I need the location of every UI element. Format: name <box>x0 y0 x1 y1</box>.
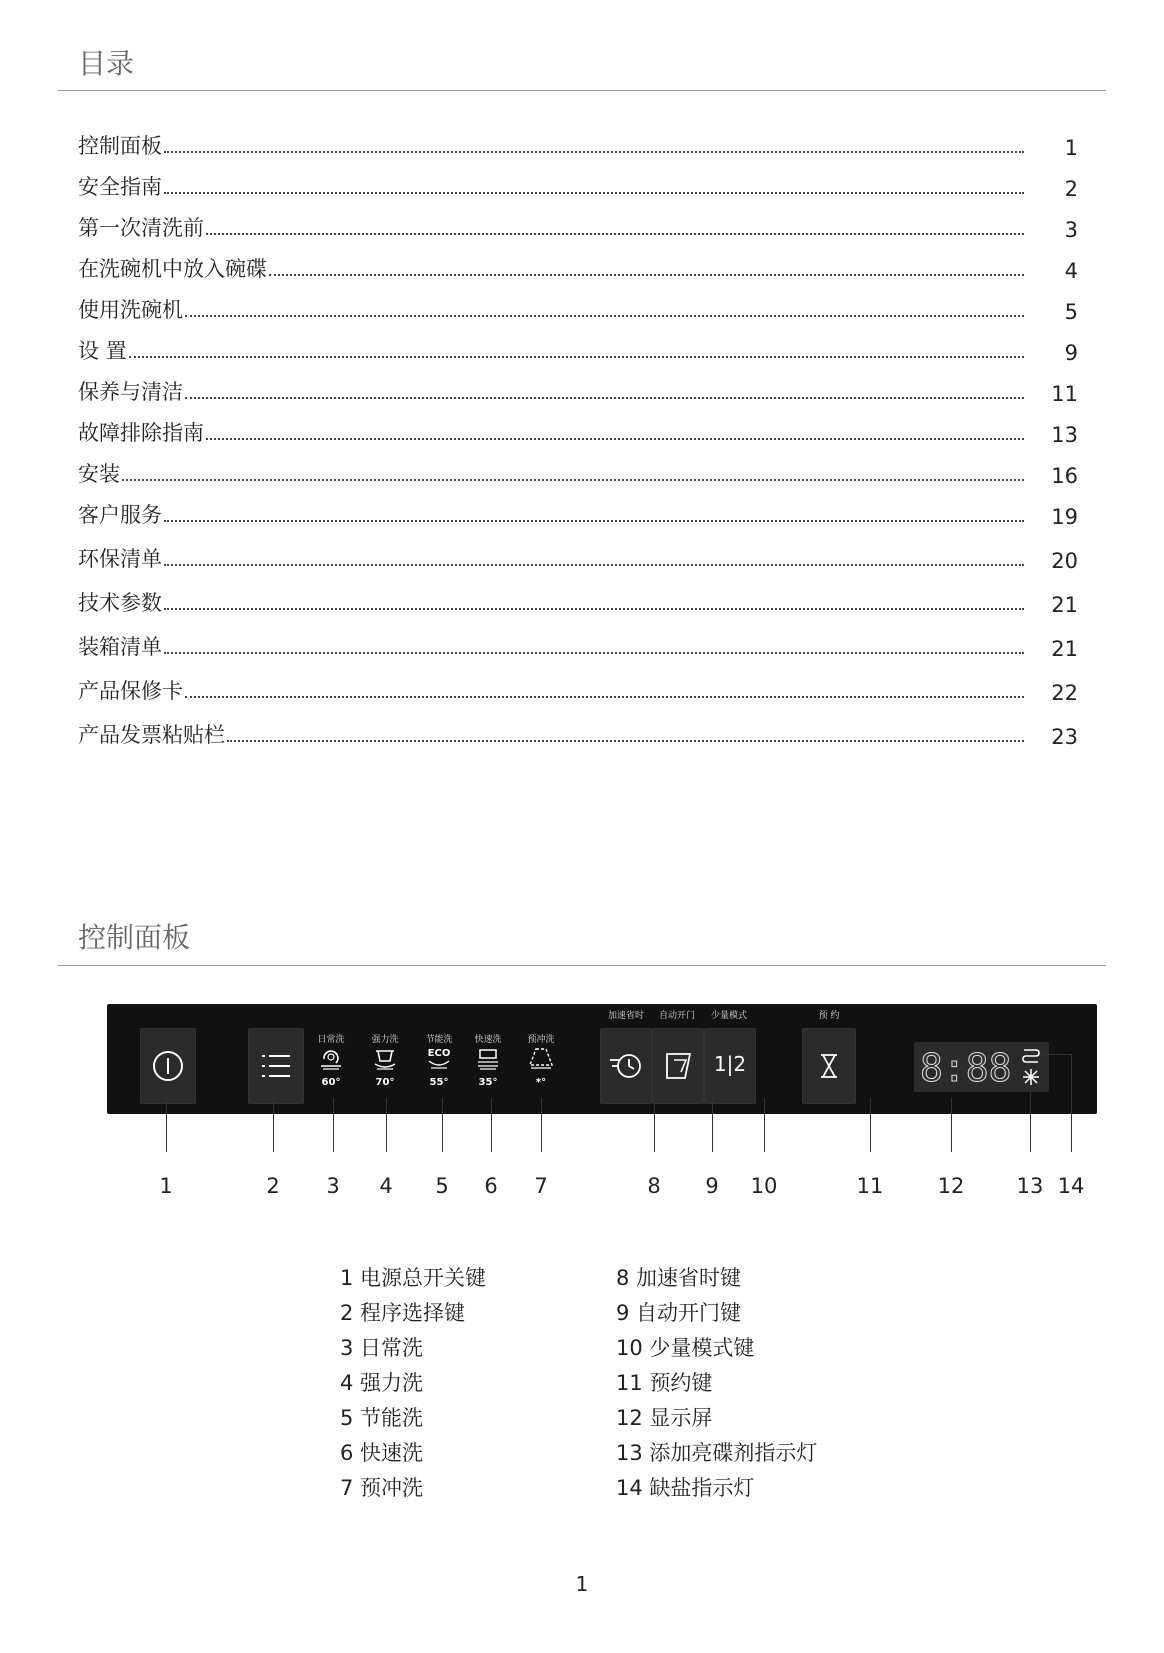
toc-entry-title: 产品保修卡 <box>78 679 183 703</box>
delay-button <box>802 1028 856 1104</box>
svg-text:ECO: ECO <box>427 1048 451 1059</box>
program-daily <box>309 1032 353 1088</box>
callout-line <box>1043 1054 1071 1055</box>
half-load-button <box>704 1028 756 1104</box>
callout-number: 3 <box>326 1174 340 1198</box>
legend-item: 13 添加亮碟剂指示灯 <box>616 1441 818 1465</box>
toc-leader-dots <box>164 564 1024 566</box>
callout-line <box>870 1098 871 1152</box>
callout-number: 10 <box>750 1174 778 1198</box>
legend-item: 14 缺盐指示灯 <box>616 1476 755 1500</box>
prewash-icon <box>526 1045 556 1071</box>
callout-line <box>273 1098 274 1152</box>
legend-item: 4 强力洗 <box>340 1371 424 1395</box>
callout-number: 4 <box>379 1174 393 1198</box>
toc-leader-dots <box>185 397 1024 399</box>
callout-line <box>654 1098 655 1152</box>
control-panel-heading: 控制面板 <box>78 921 191 954</box>
callout-line <box>166 1098 167 1152</box>
toc-entry-page: 21 <box>1051 637 1078 661</box>
callout-line <box>333 1098 334 1152</box>
program-prewash <box>519 1032 563 1088</box>
list-icon <box>248 1028 304 1104</box>
legend-item: 7 预冲洗 <box>340 1476 424 1500</box>
quick-wash-icon <box>473 1045 503 1071</box>
toc-leader-dots <box>129 356 1024 358</box>
callout-number: 11 <box>856 1174 884 1198</box>
toc-entry-page: 16 <box>1051 464 1078 488</box>
callout-number: 13 <box>1016 1174 1044 1198</box>
callout-number: 14 <box>1057 1174 1085 1198</box>
program-select-button <box>248 1028 304 1104</box>
toc-entry <box>78 376 1078 406</box>
toc-leader-dots <box>164 652 1024 654</box>
toc-entry-page: 4 <box>1064 259 1078 283</box>
half-load-label: 少量模式 <box>710 1011 748 1021</box>
toc-entry <box>78 499 1078 529</box>
toc-leader-dots <box>164 608 1024 610</box>
toc-entry <box>78 253 1078 283</box>
toc-entry-title: 安装 <box>78 462 120 486</box>
eco-wash-icon <box>424 1045 454 1071</box>
toc-entry-title: 客户服务 <box>78 503 162 527</box>
legend-item: 9 自动开门键 <box>616 1301 742 1325</box>
rinse-aid-indicator-icon <box>1023 1069 1039 1085</box>
callout-number: 12 <box>937 1174 965 1198</box>
legend-item: 12 显示屏 <box>616 1406 713 1430</box>
callout-number: 9 <box>705 1174 719 1198</box>
page-number: 1 <box>575 1572 589 1596</box>
toc-entry-title: 装箱清单 <box>78 635 162 659</box>
callout-number: 6 <box>484 1174 498 1198</box>
toc-entry-page: 19 <box>1051 505 1078 529</box>
toc-leader-dots <box>164 192 1024 194</box>
power-icon <box>140 1028 196 1104</box>
toc-leader-dots <box>164 151 1024 153</box>
toc-entry <box>78 587 1078 617</box>
indicator-icons <box>1016 1042 1046 1092</box>
toc-entry <box>78 294 1078 324</box>
toc-heading-rule <box>58 90 1106 91</box>
callout-number: 8 <box>647 1174 661 1198</box>
legend-item: 1 电源总开关键 <box>340 1266 487 1290</box>
program-temp: 35° <box>478 1077 498 1088</box>
salt-indicator-icon <box>1023 1050 1039 1062</box>
callout-number: 7 <box>534 1174 548 1198</box>
speed-clock-icon <box>600 1028 652 1104</box>
toc-leader-dots <box>206 233 1024 235</box>
half-load-symbol: 1|2 <box>713 1052 747 1076</box>
toc-leader-dots <box>269 274 1024 276</box>
toc-leader-dots <box>206 438 1024 440</box>
toc-entry-title: 产品发票粘贴栏 <box>78 723 225 747</box>
callout-number: 1 <box>159 1174 173 1198</box>
toc-entry-title: 环保清单 <box>78 547 162 571</box>
control-panel-heading-rule <box>58 965 1106 966</box>
program-label: 强力洗 <box>371 1035 399 1045</box>
toc-leader-dots <box>164 520 1024 522</box>
power-button <box>140 1028 196 1104</box>
program-label: 快速洗 <box>474 1035 502 1045</box>
callout-line <box>541 1098 542 1152</box>
callout-line <box>386 1098 387 1152</box>
toc-leader-dots <box>227 740 1024 742</box>
toc-entry <box>78 335 1078 365</box>
hourglass-icon <box>802 1028 856 1104</box>
toc-entry-page: 11 <box>1051 382 1078 406</box>
speed-button <box>600 1028 652 1104</box>
daily-wash-icon <box>316 1045 346 1071</box>
toc-entry <box>78 543 1078 573</box>
intensive-wash-icon <box>370 1045 400 1071</box>
auto-door-button <box>652 1028 704 1104</box>
toc-entry <box>78 130 1078 160</box>
toc-entry <box>78 417 1078 447</box>
callout-line <box>442 1098 443 1152</box>
program-label: 日常洗 <box>317 1035 345 1045</box>
toc-entry-page: 20 <box>1051 549 1078 573</box>
legend-item: 11 预约键 <box>616 1371 713 1395</box>
toc-entry-title: 安全指南 <box>78 175 162 199</box>
toc-entry-page: 1 <box>1064 136 1078 160</box>
toc-entry-page: 3 <box>1064 218 1078 242</box>
toc-entry-title: 在洗碗机中放入碗碟 <box>78 257 267 281</box>
callout-line <box>1030 1092 1031 1152</box>
speed-label: 加速省时 <box>607 1011 645 1021</box>
toc-entry-page: 23 <box>1051 725 1078 749</box>
display-screen <box>914 1042 1049 1092</box>
callout-line <box>764 1098 765 1152</box>
delay-label: 预 约 <box>818 1011 840 1021</box>
program-temp: 55° <box>429 1077 449 1088</box>
program-eco <box>417 1032 461 1088</box>
toc-entry <box>78 458 1078 488</box>
toc-entry-title: 技术参数 <box>78 591 162 615</box>
callout-line <box>1071 1054 1072 1152</box>
toc-entry-page: 13 <box>1051 423 1078 447</box>
toc-entry-title: 保养与清洁 <box>78 380 183 404</box>
callout-number: 2 <box>266 1174 280 1198</box>
program-quick <box>466 1032 510 1088</box>
toc-entry-page: 9 <box>1064 341 1078 365</box>
toc-entry <box>78 675 1078 705</box>
auto-door-label: 自动开门 <box>658 1011 696 1021</box>
program-temp: 70° <box>375 1077 395 1088</box>
toc-heading: 目录 <box>78 47 135 80</box>
program-temp: *° <box>535 1077 547 1088</box>
toc-entry-title: 使用洗碗机 <box>78 298 183 322</box>
legend-item: 6 快速洗 <box>340 1441 424 1465</box>
program-temp: 60° <box>321 1077 341 1088</box>
toc-entry-page: 2 <box>1064 177 1078 201</box>
toc-entry-title: 控制面板 <box>78 134 162 158</box>
legend-item: 5 节能洗 <box>340 1406 424 1430</box>
toc-entry-title: 故障排除指南 <box>78 421 204 445</box>
callout-line <box>951 1098 952 1152</box>
legend-item: 8 加速省时键 <box>616 1266 742 1290</box>
door-open-icon <box>652 1028 704 1104</box>
program-label: 预冲洗 <box>527 1035 555 1045</box>
callout-line <box>712 1098 713 1152</box>
callout-number: 5 <box>435 1174 449 1198</box>
program-label: 节能洗 <box>425 1035 453 1045</box>
legend-item: 3 日常洗 <box>340 1336 424 1360</box>
program-intensive <box>363 1032 407 1088</box>
control-panel-illustration <box>107 1004 1097 1114</box>
toc-leader-dots <box>185 315 1024 317</box>
legend-item: 2 程序选择键 <box>340 1301 466 1325</box>
toc-entry-page: 5 <box>1064 300 1078 324</box>
toc-entry-page: 21 <box>1051 593 1078 617</box>
toc-leader-dots <box>185 696 1024 698</box>
toc-entry-title: 第一次清洗前 <box>78 216 204 240</box>
toc-entry <box>78 171 1078 201</box>
toc-entry <box>78 719 1078 749</box>
toc-entry-title: 设 置 <box>78 339 127 363</box>
toc-entry <box>78 631 1078 661</box>
callout-line <box>491 1098 492 1152</box>
toc-entry <box>78 212 1078 242</box>
display-digits: 8:88 <box>920 1046 1012 1090</box>
legend-item: 10 少量模式键 <box>616 1336 755 1360</box>
toc-leader-dots <box>122 479 1024 481</box>
toc-entry-page: 22 <box>1051 681 1078 705</box>
